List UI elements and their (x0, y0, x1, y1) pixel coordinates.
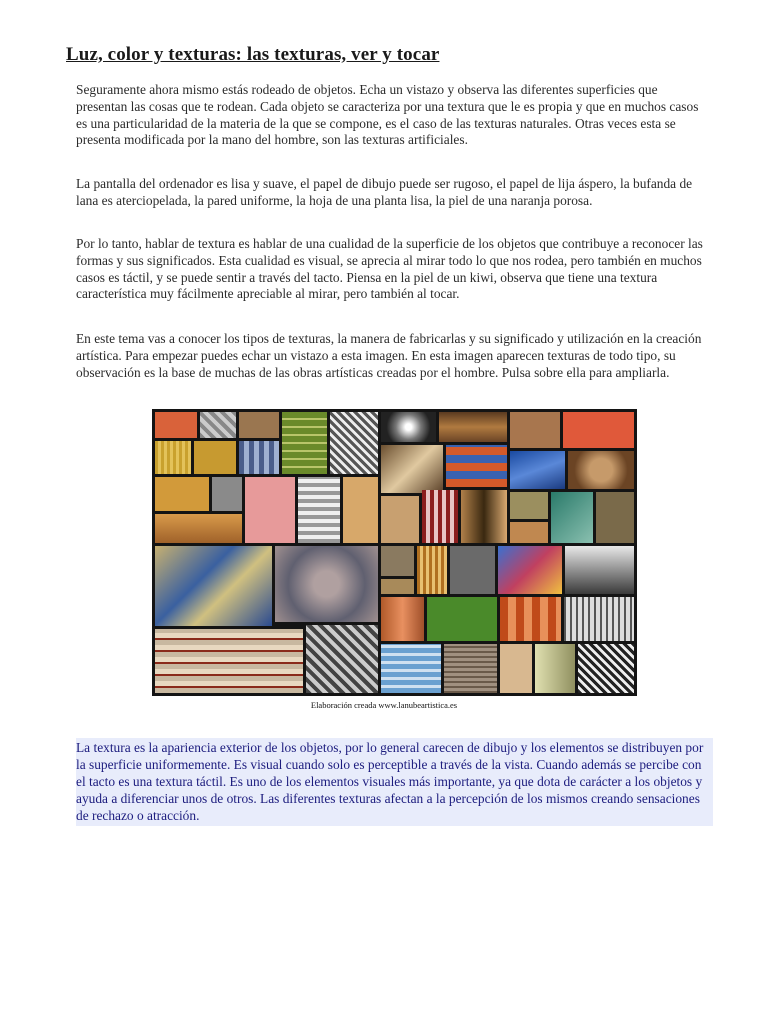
texture-tile (596, 492, 634, 543)
texture-tile (298, 477, 340, 543)
texture-tile (439, 412, 507, 442)
texture-tile (343, 477, 378, 543)
paragraph-intro: Seguramente ahora mismo estás rodeado de objetos. Echa un vistazo y observa las diferentes superficies que presentan las cosas que te rodean. Cada objeto se caracteriza por una textura que le es propia y que en muchos casos es una particularidad de la materia de la que se compone, es el caso de las texturas naturales. Otras veces esta se presenta modificada por la mano del hombre, son las texturas artificiales. (76, 82, 699, 148)
texture-tile (381, 546, 414, 576)
texture-tile (381, 579, 414, 594)
texture-tile (498, 546, 562, 594)
texture-tile (563, 412, 634, 448)
texture-tile (500, 644, 532, 693)
texture-tile (155, 629, 303, 693)
texture-tile (282, 412, 327, 474)
texture-tile (155, 412, 197, 438)
texture-tile (446, 445, 507, 487)
texture-tile (200, 412, 236, 438)
texture-tile (461, 490, 507, 543)
texture-tile (422, 490, 458, 543)
texture-tile (330, 412, 378, 474)
texture-tile (381, 644, 441, 693)
paragraph-examples: La pantalla del ordenador es lisa y suave, el papel de dibujo puede ser rugoso, el papel de lija áspero, la bufanda de lana es aterciopelada, la pared uniforme, la hoja de una planta lisa, la piel de una naranja porosa. (76, 176, 693, 208)
texture-tile (568, 451, 634, 489)
texture-tile (155, 441, 191, 474)
texture-tile (510, 522, 548, 543)
texture-tile (500, 597, 561, 641)
texture-tile (381, 445, 443, 493)
texture-tile (510, 492, 548, 519)
texture-tile (212, 477, 242, 511)
texture-tile (239, 441, 279, 474)
texture-tile (565, 546, 634, 594)
texture-tile (306, 625, 378, 693)
page-title: Luz, color y texturas: las texturas, ver y tocar (66, 44, 440, 65)
texture-tile (155, 477, 209, 511)
definition-text: La textura es la apariencia exterior de los objetos, por lo general carecen de dibujo y los elementos se distribuyen por la superficie uniformemente. Es visual cuando solo es perceptible a través de la vista. Cuando además se percibe con el tacto es una textura táctil. Es uno de los elementos visuales más importante, ya que dota de carácter a los objetos y ayuda a diferenciar unos de otros. Las diferentes texturas afectan a la percepción de los mismos creando sensaciones de rechazo o atracción. (76, 740, 704, 823)
texture-tile (427, 597, 497, 641)
texture-tile (155, 546, 272, 626)
texture-tile (381, 597, 424, 641)
texture-tile (450, 546, 495, 594)
texture-tile (510, 412, 560, 448)
image-caption: Elaboración creada www.lanubeartistica.es (310, 700, 458, 710)
texture-tile (381, 412, 436, 442)
texture-tile (510, 451, 565, 489)
definition-highlight-box (76, 738, 713, 826)
texture-tile (444, 644, 497, 693)
paragraph-topic: En este tema vas a conocer los tipos de texturas, la manera de fabricarlas y su significado y utilización en la creación artística. Para empezar puedes echar un vistazo a esta imagen. En esta imagen aparecen texturas de todo tipo, su observación es la base de muchas de las obras artísticas creadas por el hombre. Pulsa sobre ella para ampliarla. (76, 331, 702, 380)
texture-tile (155, 514, 242, 543)
texture-tile (535, 644, 575, 693)
paragraph-definition: Por lo tanto, hablar de textura es hablar de una cualidad de la superficie de los objetos que contribuye a reconocer las formas y sus significados. Esta cualidad es visual, se aprecia al mirar todo lo que nos rodea, pero también en muchos casos es táctil, y se puede sentir a través del tacto. Piensa en la piel de un kiwi, observa que tiene una textura característica muy fácilmente apreciable al mirar, pero también al tocar. (76, 236, 703, 302)
texture-tile (381, 496, 419, 543)
texture-tile (245, 477, 295, 543)
texture-collage-image[interactable] (152, 409, 637, 696)
texture-tile (578, 644, 634, 693)
texture-tile (417, 546, 447, 594)
texture-tile (551, 492, 593, 543)
texture-tile (564, 597, 634, 641)
texture-tile (275, 546, 378, 622)
texture-tile (239, 412, 279, 438)
texture-tile (194, 441, 236, 474)
